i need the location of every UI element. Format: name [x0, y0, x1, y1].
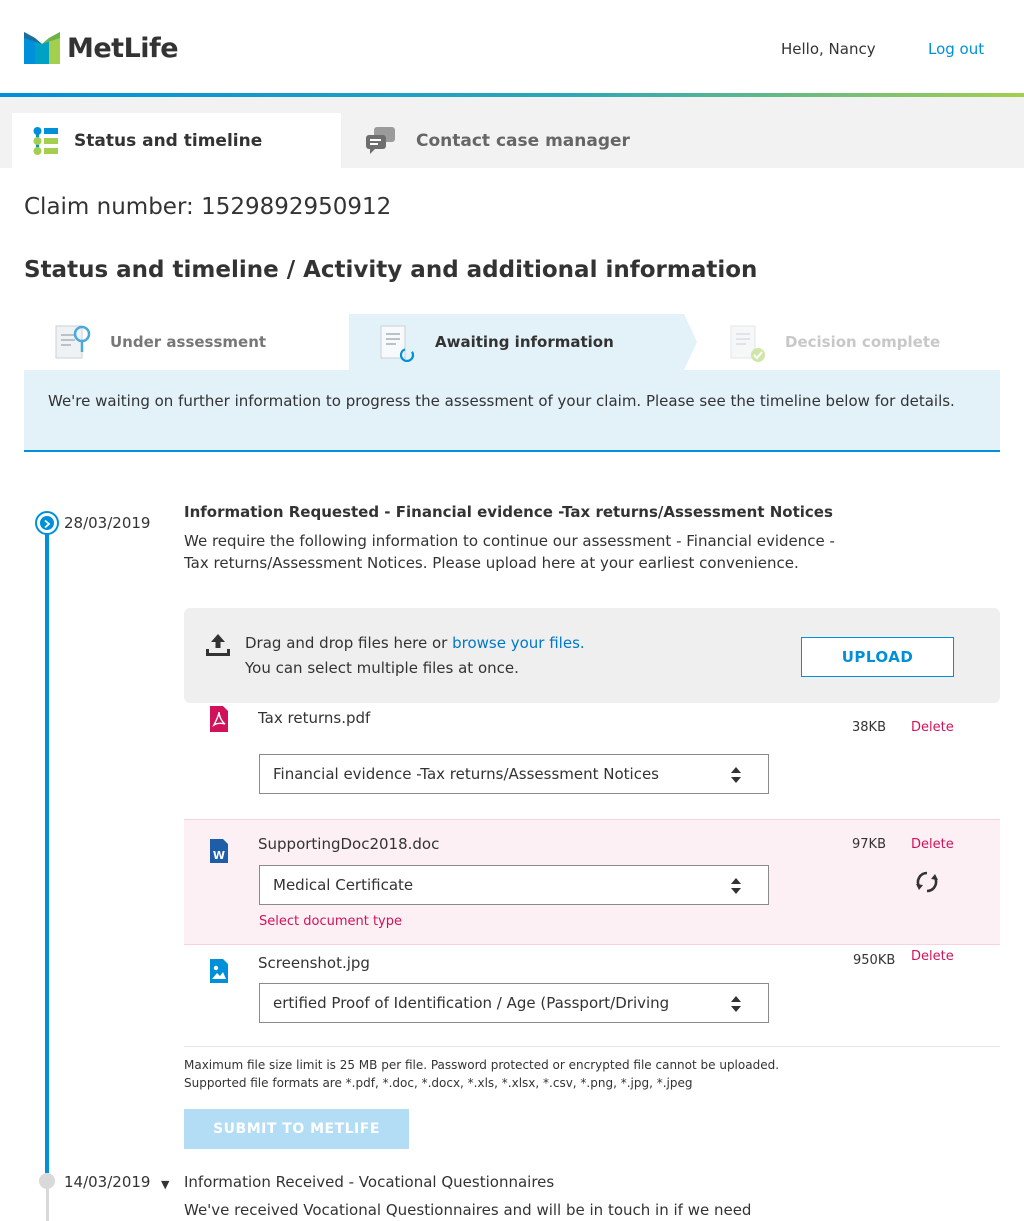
metlife-logo[interactable] — [24, 32, 178, 64]
file-row — [184, 945, 1000, 1047]
tab-status-label: Status and timeline — [74, 130, 263, 151]
document-type-select[interactable] — [259, 983, 769, 1023]
file-row — [184, 703, 1000, 819]
submit-to-metlife-button[interactable]: SUBMIT TO METLIFE — [184, 1109, 409, 1149]
file-name: SupportingDoc2018.doc — [258, 835, 440, 853]
status-info-text: We're waiting on further information to progress the assessment of your claim. Please see the timeline below for details. — [48, 392, 955, 410]
dropzone-multi-text: You can select multiple files at once. — [245, 659, 519, 677]
dropzone-instructions — [245, 634, 585, 652]
file-name: Tax returns.pdf — [258, 709, 371, 727]
validation-error: Select document type — [259, 914, 402, 929]
timeline-past-dot — [39, 1173, 55, 1189]
file-dropzone[interactable] — [184, 608, 1000, 703]
dropzone-text: Drag and drop files here or — [245, 634, 453, 652]
select-arrows-icon — [730, 994, 742, 1014]
event-description: We require the following information to continue our assessment - Financial evidence -Tax returns/Assessment Notices. Please upload here at your earliest convenience. — [184, 532, 835, 572]
file-name: Screenshot.jpg — [258, 954, 370, 972]
user-greeting: Hello, Nancy — [781, 40, 876, 58]
logo-text: MetLife — [67, 32, 179, 64]
upload-button[interactable]: UPLOAD — [801, 637, 954, 677]
step-label: Decision complete — [785, 333, 941, 351]
pdf-file-icon — [208, 706, 230, 732]
step-under-assessment — [24, 314, 349, 370]
document-type-select[interactable] — [259, 754, 769, 794]
document-check-icon — [727, 322, 771, 362]
file-size: 97KB — [852, 837, 886, 852]
tab-bar — [0, 97, 1024, 168]
logout-link[interactable]: Log out — [928, 40, 985, 58]
step-decision-complete — [699, 314, 1000, 370]
select-arrows-icon — [730, 876, 742, 896]
browse-files-link[interactable]: browse your files. — [452, 634, 585, 652]
event-title: Information Requested - Financial evidence -Tax returns/Assessment Notices — [184, 503, 833, 521]
claim-progress-stepper — [24, 314, 1000, 370]
tab-contact-case-manager[interactable] — [366, 113, 630, 168]
svg-text:W: W — [212, 849, 226, 862]
file-size: 950KB — [853, 953, 896, 968]
select-arrows-icon — [730, 765, 742, 785]
delete-file-button[interactable]: Delete — [911, 837, 954, 852]
document-refresh-icon — [377, 322, 421, 362]
upload-icon — [206, 633, 230, 657]
document-search-icon — [52, 322, 96, 362]
page-title: Status and timeline / Activity and additional information — [24, 257, 758, 283]
event-date: 28/03/2019 — [64, 514, 151, 532]
status-info-banner — [24, 370, 1000, 452]
event-date: 14/03/2019 — [64, 1173, 151, 1191]
file-size-note: Maximum file size limit is 25 MB per file. Password protected or encrypted file cannot be uploaded. — [184, 1058, 780, 1072]
timeline-icon — [32, 126, 60, 156]
delete-file-button[interactable]: Delete — [911, 949, 954, 964]
tab-status-and-timeline[interactable] — [12, 113, 341, 168]
select-value: Financial evidence -Tax returns/Assessment Notices — [273, 765, 659, 783]
tab-contact-label: Contact case manager — [416, 130, 630, 151]
event-title: Information Received - Vocational Questionnaires — [184, 1173, 555, 1191]
metlife-logo-icon — [24, 32, 60, 64]
event-description: We've received Vocational Questionnaires and will be in touch in if we need — [184, 1201, 752, 1219]
caret-down-icon[interactable]: ▼ — [161, 1178, 170, 1191]
file-row-error — [184, 819, 1000, 945]
image-file-icon — [208, 959, 230, 983]
site-header — [0, 0, 1024, 93]
refresh-icon[interactable] — [914, 869, 940, 895]
select-value: ertified Proof of Identification / Age (Passport/Driving — [273, 994, 670, 1012]
chat-bubbles-icon — [366, 127, 396, 155]
select-value: Medical Certificate — [273, 876, 414, 894]
chevron-right-icon — [40, 516, 54, 530]
step-awaiting-information — [349, 314, 684, 370]
claim-number: Claim number: 1529892950912 — [24, 194, 392, 220]
timeline-active-dot[interactable] — [35, 511, 59, 535]
upload-limits-note — [184, 1056, 779, 1092]
step-label: Awaiting information — [435, 333, 614, 351]
delete-file-button[interactable]: Delete — [911, 720, 954, 735]
word-file-icon — [208, 839, 230, 863]
file-size: 38KB — [852, 720, 886, 735]
document-type-select[interactable] — [259, 865, 769, 905]
timeline-line — [45, 533, 49, 1173]
step-label: Under assessment — [110, 333, 267, 351]
file-format-note: Supported file formats are *.pdf, *.doc, *.docx, *.xls, *.xlsx, *.csv, *.png, *.jpg, *.jpeg — [184, 1076, 693, 1090]
